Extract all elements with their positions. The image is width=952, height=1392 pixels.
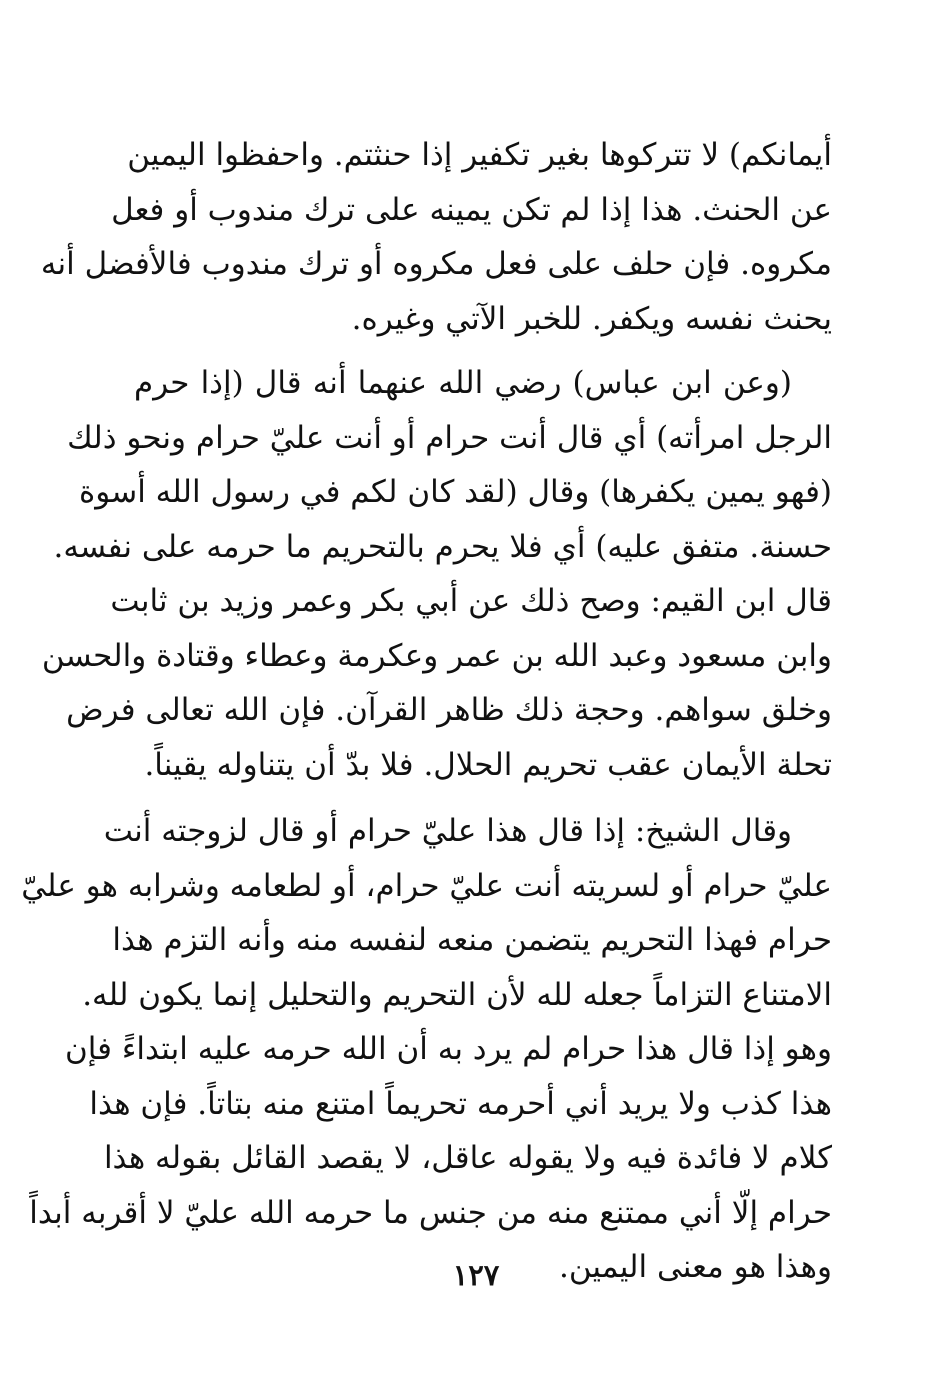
text-line: هذا كذب ولا يريد أني أحرمه تحريماً امتنع منه بتاتاً. فإن هذا (89, 1085, 832, 1122)
text-line: الرجل امرأته) أي قال أنت حرام أو أنت عليّ حرام ونحو ذلك (67, 419, 832, 456)
text-line: مكروه. فإن حلف على فعل مكروه أو ترك مندوب فالأفضل أنه (40, 246, 832, 282)
text-line: (فهو يمين يكفرها) وقال (لقد كان لكم في رسول الله أسوة (78, 474, 832, 510)
text-line: وخلق سواهم. وحجة ذلك ظاهر القرآن. فإن الله تعالى فرض (66, 692, 832, 728)
text-line: وقال الشيخ: إذا قال هذا عليّ حرام أو قال لزوجته أنت (103, 813, 792, 849)
text-line: حرام إلّا أني ممتنع منه من جنس ما حرمه الله عليّ لا أقربه أبداً (29, 1194, 832, 1231)
paragraph-3 (21, 804, 832, 1295)
text-line: وهذا هو معنى اليمين. (558, 1249, 832, 1285)
text-line: قال ابن القيم: وصح ذلك عن أبي بكر وعمر وزيد بن ثابت (110, 583, 832, 619)
text-line: كلام لا فائدة فيه ولا يقوله عاقل، لا يقصد القائل بقوله هذا (103, 1140, 832, 1176)
text-line: وابن مسعود وعبد الله بن عمر وعكرمة وعطاء وقتادة والحسن (41, 637, 832, 674)
text-line: حرام فهذا التحريم يتضمن منعه لنفسه منه وأنه التزم هذا (112, 922, 832, 958)
text-line: أيمانكم) لا تتركوها بغير تكفير إذا حنثتم. واحفظوا اليمين (127, 137, 832, 173)
text-line: حسنة. متفق عليه) أي فلا يحرم بالتحريم ما حرمه على نفسه. (53, 528, 832, 565)
text-line: يحنث نفسه ويكفر. للخبر الآتي وغيره. (351, 300, 832, 337)
text-line: (وعن ابن عباس) رضي الله عنهما أنه قال (إذا حرم (134, 365, 792, 401)
paragraph-1 (40, 128, 832, 346)
page-number: ١٢٧ (452, 1258, 500, 1292)
text-line: وهو إذا قال هذا حرام لم يرد به أن الله حرمه عليه ابتداءً فإن (64, 1031, 832, 1067)
text-line: عن الحنث. هذا إذا لم تكن يمينه على ترك مندوب أو فعل (111, 191, 832, 228)
text-line: تحلة الأيمان عقب تحريم الحلال. فلا بدّ أن يتناوله يقيناً. (144, 746, 832, 783)
paragraph-2 (41, 356, 832, 792)
text-line: عليّ حرام أو لسريته أنت عليّ حرام، أو لطعامه وشرابه هو عليّ (21, 867, 832, 904)
text-line: الامتناع التزاماً جعله لله لأن التحريم والتحليل إنما يكون لله. (82, 976, 832, 1013)
